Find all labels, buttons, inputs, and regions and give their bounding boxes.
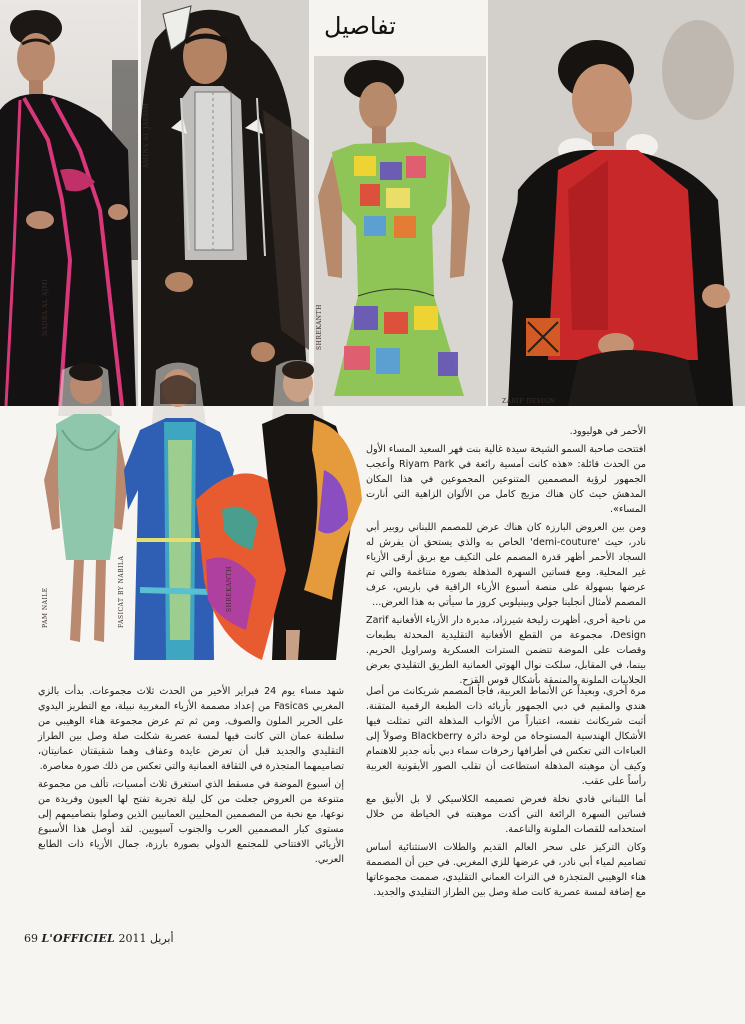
article-paragraph: وكان التركيز على سحر العالم القديم والطلات الاستثنائية أساس تصاميم لمياء أبي نادر، في عرضها للزي المغربي. في حين أن المصممة هناء الوهيبي المتجذرة في التراث العماني التقليدي، صممت مجموعاتها مع إضافة لمسة عصرية كانت صلة وصل بين الطراز التقليدي والجديد.: [366, 842, 646, 898]
model-embroidered-abaya-figure: [141, 0, 309, 406]
article-column-right-bottom: [366, 684, 646, 903]
article-paragraph: إن أسبوع الموضة في مسقط الذي استغرق ثلاث أمسيات، تألف من مجموعة متنوعة من العروض جعلت من كل ليلة تجربة تفتح لها العيون وفريدة من نوعها، مع نخبة من المصممين المحليين العمانيين الذين وصلوا بتصاميمهم إلى مستوى كبار المصممين العرب والجنوب آسيويين. لقد أوصل هذا الأسبوع الأزيائي الافتتاحي للمجتمع الدولي بصورة بارزة، جمال الأزياء ذات الطابع العربي.: [38, 779, 344, 865]
credit-shrekanth: SHREKANTH: [316, 304, 323, 350]
page-number: 69: [24, 932, 38, 945]
photo-shrekanth: [314, 56, 486, 406]
page-footer: [24, 932, 174, 945]
credit-pam: PAM NAILE: [42, 587, 49, 628]
article-column-right-top: [366, 424, 646, 691]
article-paragraph: مرة أخرى، وبعيداً عن الأنماط العربية، فاجأ المصمم شريكانث من أصل هندي والمقيم في دبي الجمهور بأزيائه ذات الطبعة الرقمية المتقنة. أثبت شريكانث نفسه، اعتباراً من الأثواب المذهلة التي تمثلت فيها الأشكال الهندسية المستوحاة من لوحة دائرة Blackberry وصولاً إلى العباءات التي تعكس في أطرافها زخرفات سماء دبي بأنه جدير للاهتمام وكيف أن موهبته المذهلة استطاعت أن تقلب الصور الأيقونية العربية رأساً على عقب.: [366, 686, 646, 787]
article-paragraph: من ناحية أخرى، أظهرت زليخة شيرزاد، مديرة دار الأزياء الأفغانية Zarif Design، مجموعة من القطع الأفغانية التقليدية المحدثة بطبعات وقصات على الموضة تتضمن السترات العسكرية وسراويل الحريم. بينما، في المقابل، سلكت نوال الهوتي العمانية الطريق التقليدي بعرض الجلابيات الملونة والمنمقة بأشكال قوس القزح.: [366, 615, 646, 686]
article-paragraph: افتتحت صاحبة السمو الشيخة سيدة غالية بنت فهر السعيد المساء الأول من الحدث قائلة: «هذه كانت أمسية رائعة في Riyam Park وأعجب الجمهور لرؤية المصممين المتنوعين المجموعين في هذا المكان المدهش حيث كان هناك مزيج كامل من الألوان الزاهية التي أنارت المساء».: [366, 444, 646, 515]
article-column-left-bottom: [38, 684, 344, 870]
magazine-name: L'OFFICIEL: [41, 932, 115, 945]
issue-month: أبريل: [149, 932, 174, 945]
credit-amina: AMINA AL JASSIM: [143, 102, 150, 168]
photo-nadra-al-ajmi: [0, 0, 138, 406]
three-models-cutout-figure: [36, 360, 362, 670]
article-paragraph: الأحمر في هوليوود.: [569, 426, 646, 437]
photo-group-models: [36, 360, 362, 670]
credit-fasicat: FASICAT BY NABILA: [118, 555, 125, 628]
model-geometric-print-dress-figure: [314, 56, 486, 406]
model-black-abaya-figure: [0, 0, 138, 406]
article-paragraph: أما اللبناني فادي نخلة فعرض تصميمه الكلاسيكي لا بل الأنيق مع فساتين السهرة الرائعة التي أكدت موهبته في الخياطة من خلال استخدامه للقصات الملونة والناعمة.: [366, 794, 646, 835]
photo-zarif-design: [488, 0, 745, 406]
issue-year: 2011: [118, 932, 147, 945]
credit-shrekanth-2: SHREKANTH: [226, 566, 233, 612]
credit-zarif: ZARIF DESIGN: [502, 398, 556, 405]
credit-nadra: NADRA AL AJMI: [42, 278, 49, 336]
photo-amina-al-jassim: [141, 0, 309, 406]
model-red-jacket-figure: [488, 0, 745, 406]
page-heading: تفاصيل: [324, 12, 396, 40]
article-paragraph: شهد مساء يوم 24 فبراير الأخير من الحدث ثلاث مجموعات. بدأت بالزي المغربي Fasicas من إعداد مصممة الأزياء المغربية نبيلة، مع التطريز اليدوي على الحرير الملون والصوف. ومن ثم تم عرض مجموعة هناء الوهيبي من سلطنة عمان التي كانت فيها لمسة عصرية شكلت صلة وصل بين الطراز التقليدي والجديد قبل أن تعرض عايدة وعفاف وهما شقيقتان عمانيتان، تصاميمهما المتجذرة في الثقافة العمانية والتي تعكس من ذلك صورة معاصرة.: [38, 686, 344, 772]
article-paragraph: ومن بين العروض البارزة كان هناك عرض للمصمم اللبناني روبير أبي نادر، حيث 'demi-couture' الخاص به والذي يستحق أن يفرش له السجاد الأحمر أظهر قدرة المصمم على التكيف مع بريق أرقى الأزياء غير المحلية. ومع فساتين السهرة المذهلة بصورة متناغمة والتي تم عرضها بسهولة على منصة أسبوع الأزياء الراقية في باريس، عرف المصمم لأمثال أنجلينا جولي وبينيلوبي كروز ما سيأتي به هذا العرض...: [366, 522, 646, 608]
